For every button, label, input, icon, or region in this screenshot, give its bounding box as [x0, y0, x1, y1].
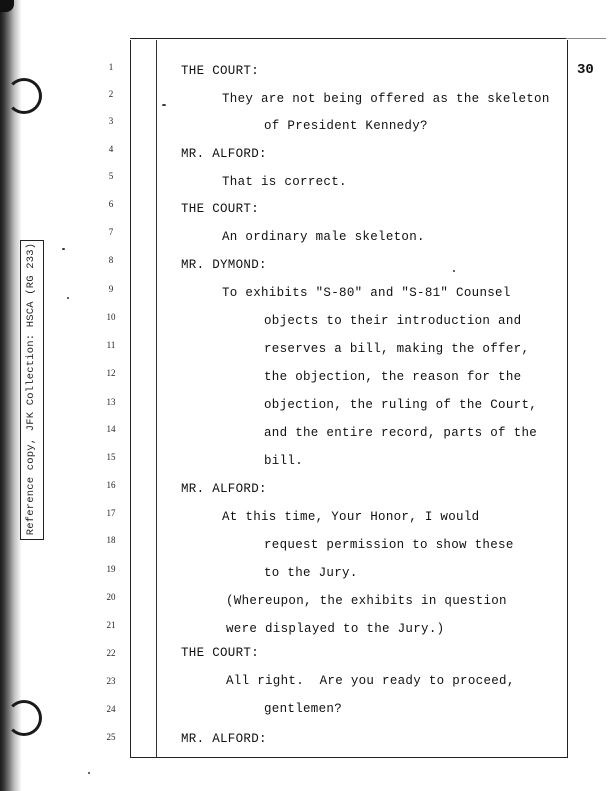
- transcript-line: the objection, the reason for the: [264, 370, 522, 384]
- scan-speck: [88, 772, 90, 774]
- line-number: 15: [106, 452, 116, 462]
- transcript-line: objects to their introduction and: [264, 314, 522, 328]
- scan-speck: [62, 248, 65, 250]
- line-number: 24: [106, 704, 116, 714]
- line-number: 3: [108, 116, 114, 126]
- speaker-label: THE COURT:: [181, 646, 260, 660]
- reference-stamp-text: Reference copy, JFK Collection: HSCA (RG 233): [25, 242, 37, 536]
- speaker-label: MR. ALFORD:: [181, 732, 267, 746]
- margin-rule: [156, 40, 157, 757]
- transcript-line: An ordinary male skeleton.: [222, 230, 425, 244]
- line-number: 7: [108, 227, 114, 237]
- transcript-line: bill.: [264, 454, 304, 468]
- line-number: 12: [106, 368, 116, 378]
- transcript-line: objection, the ruling of the Court,: [264, 398, 538, 412]
- binding-edge: [0, 0, 22, 791]
- transcript-line: gentlemen?: [264, 702, 343, 716]
- line-number: 13: [106, 397, 116, 407]
- transcript-line: reserves a bill, making the offer,: [264, 342, 530, 356]
- transcript-line: (Whereupon, the exhibits in question: [226, 594, 507, 608]
- speaker-label: MR. DYMOND:: [181, 258, 267, 272]
- frame-top-rule: [130, 38, 568, 39]
- line-number: 9: [108, 284, 114, 294]
- line-number: 6: [108, 199, 114, 209]
- transcript-line: to the Jury.: [264, 566, 358, 580]
- line-number: 11: [106, 340, 116, 350]
- line-number: 19: [106, 564, 116, 574]
- speaker-label: MR. ALFORD:: [181, 482, 267, 496]
- scan-speck: [162, 104, 166, 106]
- transcript-line: All right. Are you ready to proceed,: [226, 674, 515, 688]
- speaker-label: MR. ALFORD:: [181, 147, 267, 161]
- transcript-line: and the entire record, parts of the: [264, 426, 538, 440]
- line-number: 4: [108, 144, 114, 154]
- transcript-line: At this time, Your Honor, I would: [222, 510, 480, 524]
- line-number: 22: [106, 648, 116, 658]
- line-number: 10: [106, 312, 116, 322]
- line-number: 2: [108, 89, 114, 99]
- line-number: 25: [106, 732, 116, 742]
- scan-speck: [453, 270, 455, 272]
- page-number: 30: [577, 62, 594, 78]
- frame-top-extension: [566, 38, 606, 39]
- line-number: 5: [108, 171, 114, 181]
- line-number: 1: [108, 62, 114, 72]
- transcript-line: request permission to show these: [264, 538, 514, 552]
- transcript-line: of President Kennedy?: [264, 119, 428, 133]
- line-number: 20: [106, 592, 116, 602]
- line-number: 8: [108, 255, 114, 265]
- line-number: 16: [106, 480, 116, 490]
- line-number: 23: [106, 676, 116, 686]
- transcript-line: They are not being offered as the skeleton: [222, 92, 550, 106]
- transcript-line: That is correct.: [222, 175, 347, 189]
- scan-speck: [67, 297, 69, 299]
- transcript-line: were displayed to the Jury.): [226, 622, 445, 636]
- line-number: 14: [106, 424, 116, 434]
- line-number: 18: [106, 535, 116, 545]
- speaker-label: THE COURT:: [181, 202, 260, 216]
- line-number: 21: [106, 620, 116, 630]
- transcript-line: To exhibits "S-80" and "S-81" Counsel: [222, 286, 511, 300]
- punch-hole-bottom: [6, 700, 42, 736]
- speaker-label: THE COURT:: [181, 64, 260, 78]
- punch-hole-top: [6, 78, 42, 114]
- line-number: 17: [106, 508, 116, 518]
